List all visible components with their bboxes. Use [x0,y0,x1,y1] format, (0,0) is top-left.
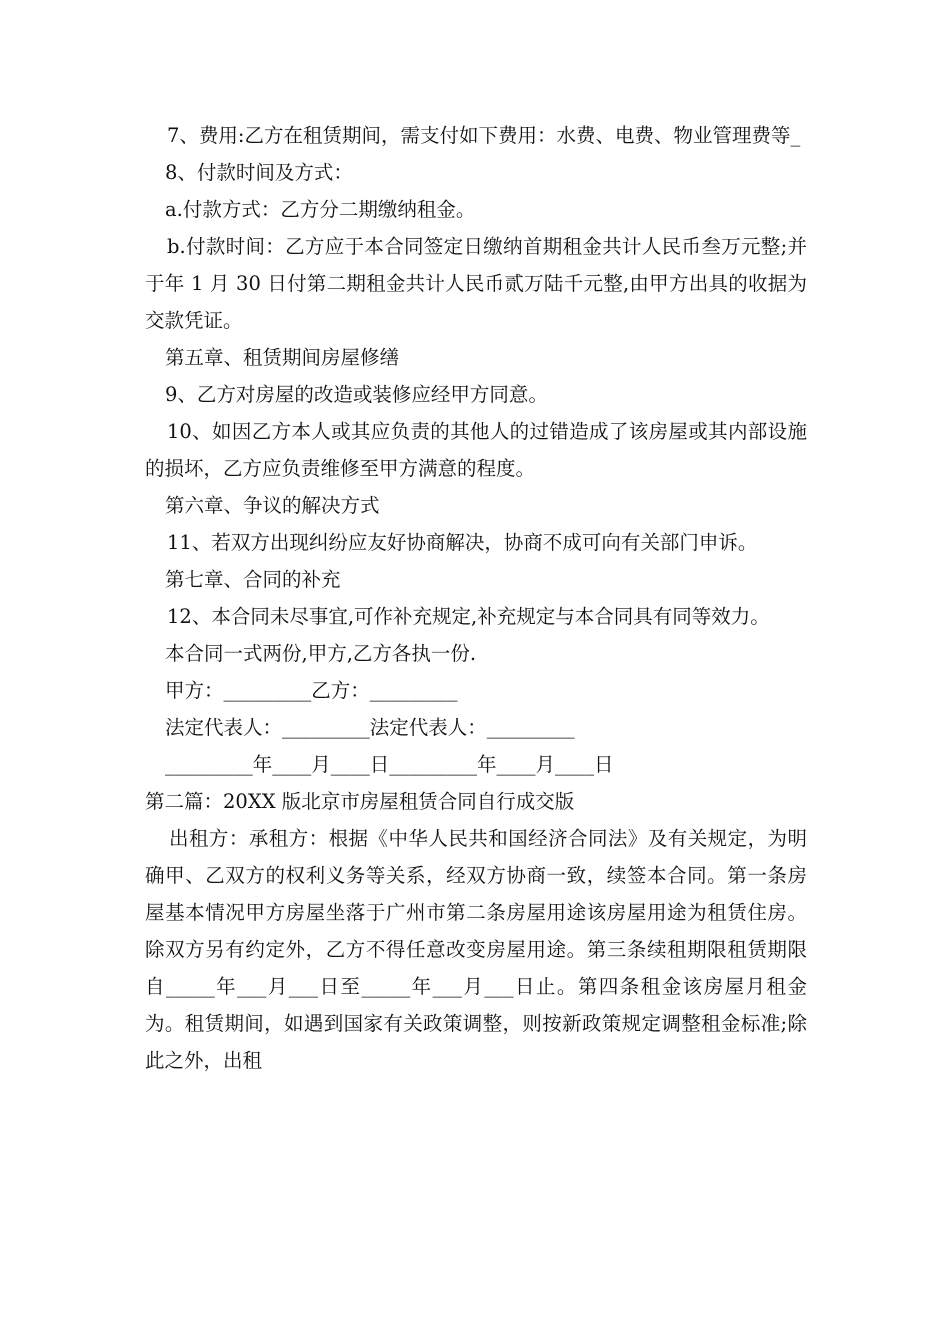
signature-dates: _________年____月____日_________年____月____日 [165,753,614,776]
paragraph-supplement: 12、本合同未尽事宜,可作补充规定,补充规定与本合同具有同等效力。 [167,605,770,628]
second-article-title: 第二篇：20XX 版北京市房屋租赁合同自行成交版 [145,790,575,813]
paragraph-damage: 10、如因乙方本人或其应负责的其他人的过错造成了该房屋或其内部设施的损坏，乙方应负责维修至甲方满意的程度。 [145,420,807,480]
chapter-six-heading: 第六章、争议的解决方式 [165,494,380,517]
paragraph-payment-time: b.付款时间：乙方应于本合同签定日缴纳首期租金共计人民币叁万元整;并于年 1 月 30 日付第二期租金共计人民币贰万陆千元整,由甲方出具的收据为交款凭证。 [145,235,807,332]
paragraph-renovation: 9、乙方对房屋的改造或装修应经甲方同意。 [165,383,548,406]
signature-representatives: 法定代表人：_________法定代表人：_________ [165,716,575,739]
paragraph-second-article-body: 出租方：承租方：根据《中华人民共和国经济合同法》及有关规定，为明确甲、乙双方的权利义务等关系，经双方协商一致，续签本合同。第一条房屋基本情况甲方房屋坐落于广州市第二条房屋用途该房屋用途为租赁住房。除双方另有约定外，乙方不得任意改变房屋用途。第三条续租期限租赁期限自_____年___月___日至_____年___月___日止。第四条租金该房屋月租金为。租赁期间，如遇到国家有关政策调整，则按新政策规定调整租金标准;除此之外，出租 [145,827,807,1072]
chapter-seven-heading: 第七章、合同的补充 [165,568,341,591]
document-body [145,117,807,1079]
paragraph-payment-heading: 8、付款时间及方式： [165,161,353,184]
signature-parties: 甲方：_________乙方：_________ [165,679,458,702]
paragraph-dispute: 11、若双方出现纠纷应友好协商解决，协商不成可向有关部门申诉。 [167,531,758,554]
paragraph-payment-method: a.付款方式：乙方分二期缴纳租金。 [165,198,476,221]
paragraph-fees: 7、费用:乙方在租赁期间，需支付如下费用：水费、电费、物业管理费等_ [167,124,801,147]
paragraph-copies: 本合同一式两份,甲方,乙方各执一份. [165,642,477,665]
chapter-five-heading: 第五章、租赁期间房屋修缮 [165,346,400,369]
